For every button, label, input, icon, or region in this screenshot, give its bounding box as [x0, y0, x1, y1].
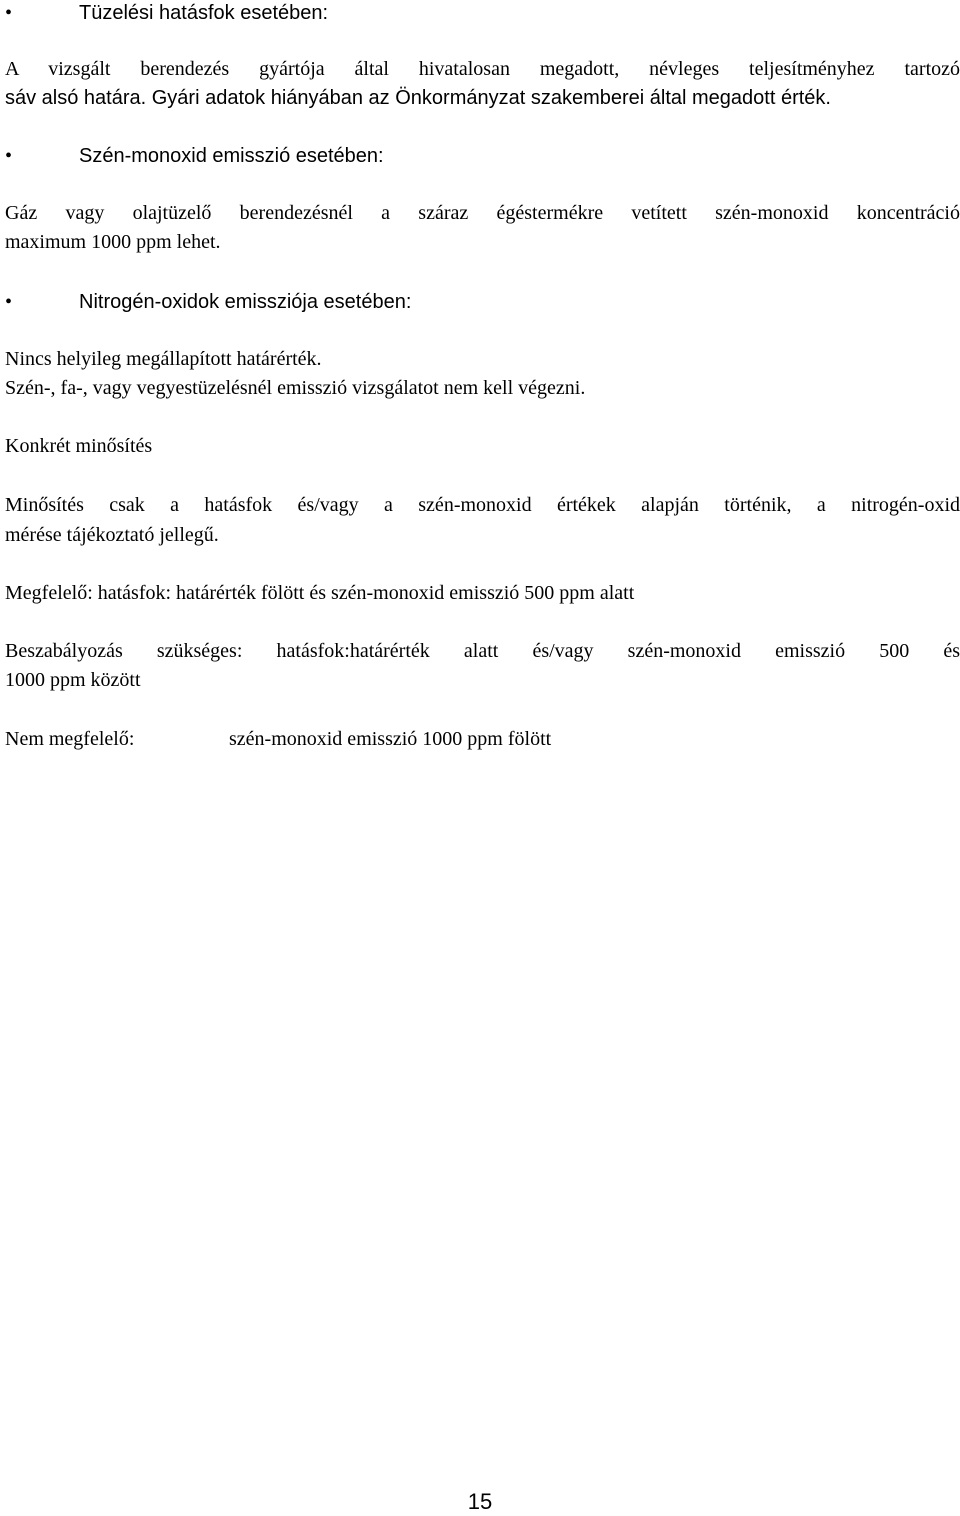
- classification-title: Konkrét minősítés: [5, 435, 153, 457]
- section-body-line: Gáz vagy olajtüzelő berendezésnél a száraz égéstermékre vetített szén-monoxid koncentráció: [5, 202, 960, 224]
- section-body-line: maximum 1000 ppm lehet.: [5, 231, 221, 253]
- section-heading-nox-emission: Nitrogén-oxidok emissziója esetében:: [79, 291, 412, 313]
- noncompliant-criteria: szén-monoxid emisszió 1000 ppm fölött: [229, 728, 552, 750]
- page-number: 15: [467, 1489, 493, 1514]
- classification-intro-line: Minősítés csak a hatásfok és/vagy a szén-monoxid értékek alapján történik, a nitrogén-oxid: [5, 494, 960, 516]
- section-heading-efficiency: Tüzelési hatásfok esetében:: [79, 2, 329, 24]
- section-body-line: sáv alsó határa. Gyári adatok hiányában az Önkormányzat szakemberei által megadott érték.: [5, 87, 831, 109]
- noncompliant-label: Nem megfelelő:: [5, 728, 135, 750]
- section-body-line: Nincs helyileg megállapított határérték.: [5, 348, 322, 370]
- bullet-marker-1: •: [5, 2, 13, 24]
- bullet-marker-2: •: [5, 145, 13, 167]
- classification-intro-line: mérése tájékoztató jellegű.: [5, 524, 219, 546]
- adjustment-criteria-line: Beszabályozás szükséges: hatásfok:határérték alatt és/vagy szén-monoxid emisszió 500 és: [5, 640, 960, 662]
- adjustment-criteria-line: 1000 ppm között: [5, 669, 141, 691]
- section-body-line: Szén-, fa-, vagy vegyestüzelésnél emisszió vizsgálatot nem kell végezni.: [5, 377, 586, 399]
- section-heading-co-emission: Szén-monoxid emisszió esetében:: [79, 145, 384, 167]
- compliant-criteria: Megfelelő: hatásfok: határérték fölött és szén-monoxid emisszió 500 ppm alatt: [5, 582, 635, 604]
- bullet-marker-3: •: [5, 291, 13, 313]
- section-body-line: A vizsgált berendezés gyártója által hivatalosan megadott, névleges teljesítményhez tartozó: [5, 58, 960, 80]
